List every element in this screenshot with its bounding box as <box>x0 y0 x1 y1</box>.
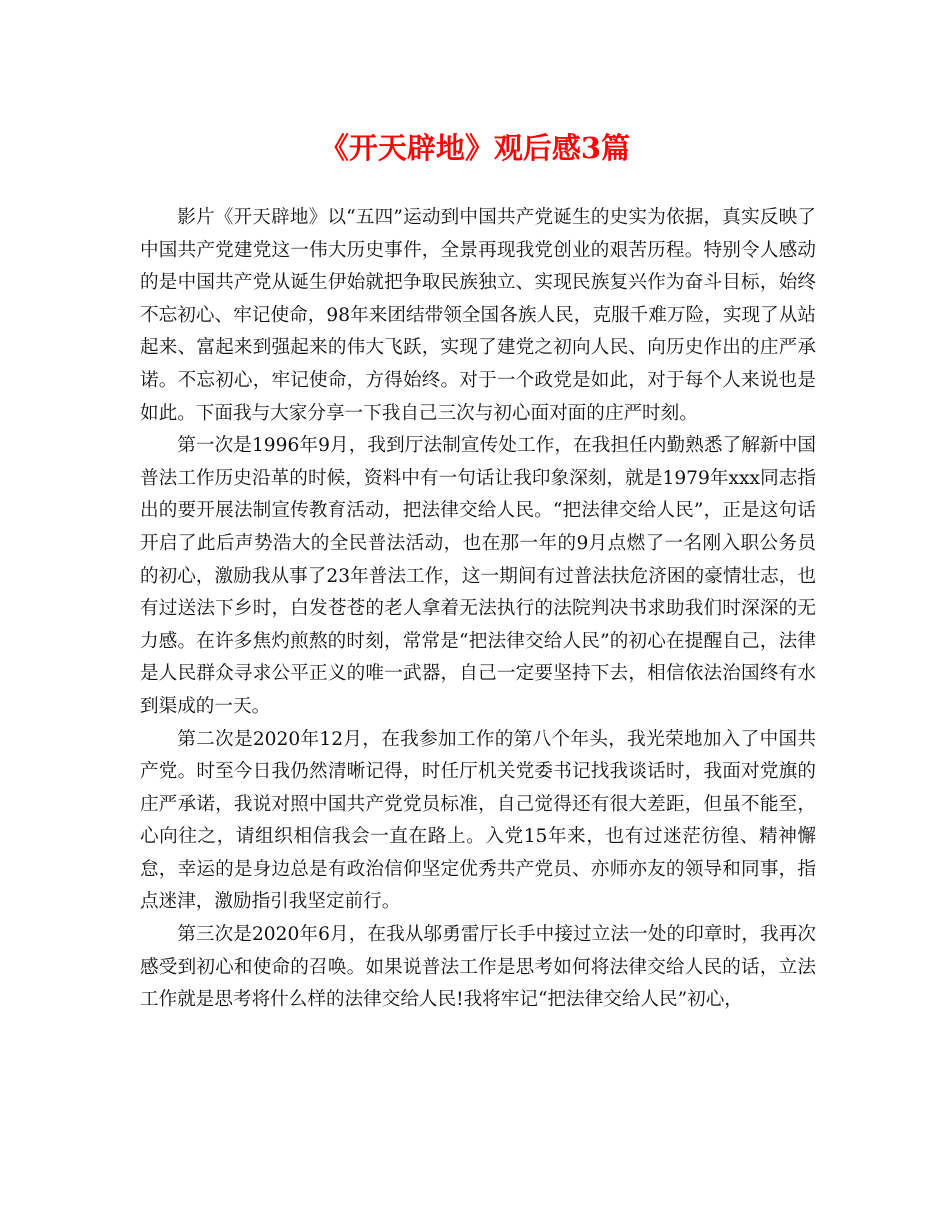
paragraph-first-time: 第一次是1996年9月，我到厅法制宣传处工作，在我担任内勤熟悉了解新中国普法工作历史沿革的时候，资料中有一句话让我印象深刻，就是1979年xxx同志指出的要开展法制宣传教育活动，把法律交给人民。“把法律交给人民”，正是这句话开启了此后声势浩大的全民普法活动，也在那一年的9月点燃了一名刚入职公务员的初心，激励我从事了23年普法工作，这一期间有过普法扶危济困的豪情壮志，也有过送法下乡时，白发苍苍的老人拿着无法执行的法院判决书求助我们时深深的无力感。在许多焦灼煎熬的时刻，常常是“把法律交给人民”的初心在提醒自己，法律是人民群众寻求公平正义的唯一武器，自己一定要坚持下去，相信依法治国终有水到渠成的一天。 <box>140 435 816 717</box>
paragraph-intro: 影片《开天辟地》以“五四”运动到中国共产党诞生的史实为依据，真实反映了中国共产党建党这一伟大历史事件，全景再现我党创业的艰苦历程。特别令人感动的是中国共产党从诞生伊始就把争取民族独立、实现民族复兴作为奋斗目标，始终不忘初心、牢记使命，98年来团结带领全国各族人民，克服千难万险，实现了从站起来、富起来到强起来的伟大飞跃，实现了建党之初向人民、向历史作出的庄严承诺。不忘初心，牢记使命，方得始终。对于一个政党是如此，对于每个人来说也是如此。下面我与大家分享一下我自己三次与初心面对面的庄严时刻。 <box>140 207 816 424</box>
document-title: 《开天辟地》观后感3篇 <box>319 131 631 165</box>
paragraph-second-time: 第二次是2020年12月，在我参加工作的第八个年头，我光荣地加入了中国共产党。时至今日我仍然清晰记得，时任厅机关党委书记找我谈话时，我面对党旗的庄严承诺，我说对照中国共产党党员标准，自己觉得还有很大差距，但虽不能至，心向往之，请组织相信我会一直在路上。入党15年来，也有过迷茫彷徨、精神懈怠，幸运的是身边总是有政治信仰坚定优秀共产党员、亦师亦友的领导和同事，指点迷津，激励指引我坚定前行。 <box>140 728 816 913</box>
paragraph-third-time: 第三次是2020年6月，在我从邬勇雷厅长手中接过立法一处的印章时，我再次感受到初心和使命的召唤。如果说普法工作是思考如何将法律交给人民的话，立法工作就是思考将什么样的法律交给人民!我将牢记“把法律交给人民”初心， <box>140 924 816 1011</box>
document-body <box>140 202 816 1017</box>
